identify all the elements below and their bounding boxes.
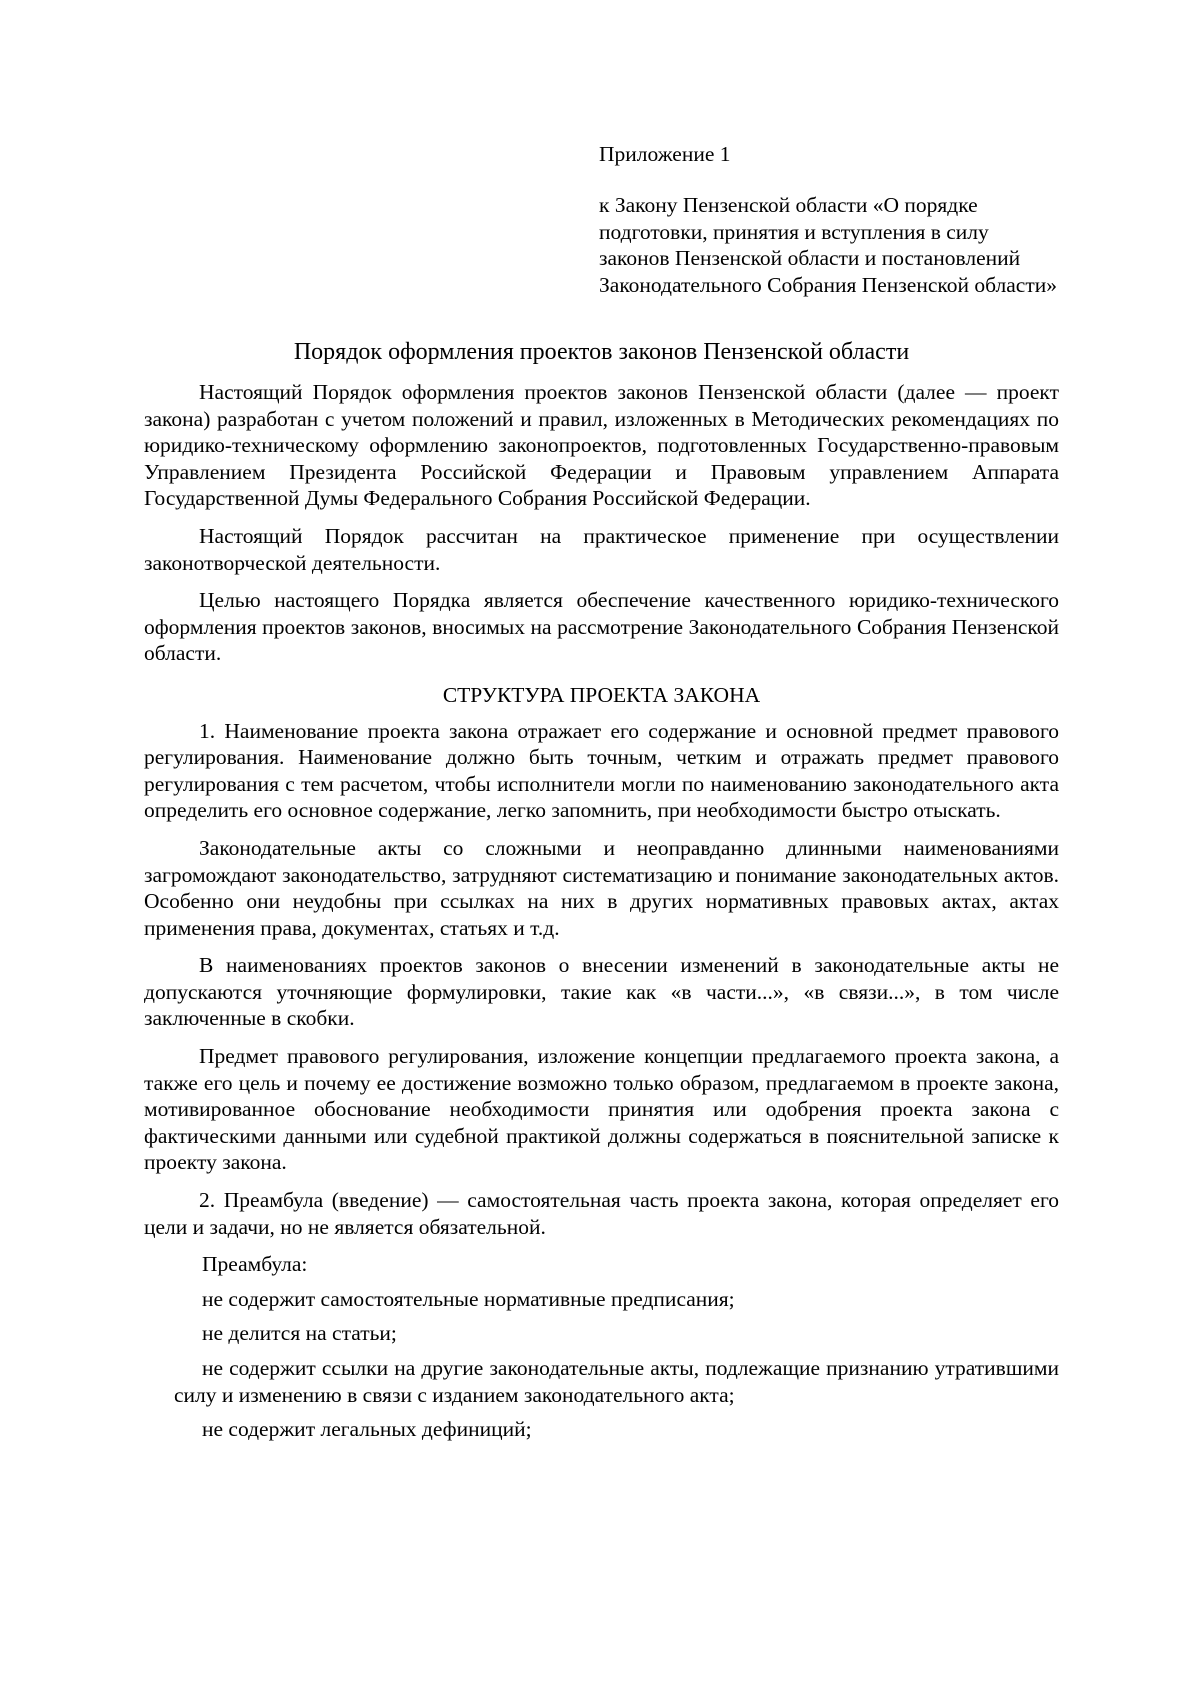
preamble-item: не делится на статьи; <box>202 1321 397 1346</box>
section-paragraph: Предмет правового регулирования, изложение концепции предлагаемого проекта закона, а также его цель и почему ее достижение возможно только образом, предлагаемом в проекте закона, мотивированное обоснование необходимости принятия или одобрения проекта закона с фактическими данными или судебной практикой должны содержаться в пояснительной записке к проекту закона. <box>144 1044 1059 1175</box>
document-body <box>144 379 1059 1451</box>
preamble-label: Преамбула: <box>202 1252 308 1277</box>
intro-paragraph: Настоящий Порядок оформления проектов законов Пензенской области (далее — проект закона) разработан с учетом положений и правил, изложенных в Методических рекомендациях по юридико-техническому оформлению законопроектов, подготовленных Государственно-правовым Управлением Президента Российской Федерации и Правовым управлением Аппарата Государственной Думы Федерального Собрания Российской Федерации. <box>144 380 1059 511</box>
appendix-number: Приложение 1 <box>599 142 731 166</box>
section-paragraph: 1. Наименование проекта закона отражает его содержание и основной предмет правового регулирования. Наименование должно быть точным, четким и отражать предмет правового регулирования с тем расчетом, чтобы исполнители могли по наименованию законодательного акта определить его основное содержание, легко запомнить, при необходимости быстро отыскать. <box>144 718 1059 823</box>
section-paragraph: 2. Преамбула (введение) — самостоятельная часть проекта закона, которая определяет его цели и задачи, но не является обязательной. <box>144 1188 1059 1239</box>
intro-paragraph: Настоящий Порядок рассчитан на практическое применение при осуществлении законотворческой деятельности. <box>144 523 1059 575</box>
preamble-item: не содержит легальных дефиниций; <box>202 1417 532 1442</box>
preamble-item: не содержит ссылки на другие законодательные акты, подлежащие признанию утратившими силу и изменению в связи с изданием законодательного акта; <box>174 1356 1059 1407</box>
appendix-reference: к Закону Пензенской области «О порядке подготовки, принятия и вступления в силу законов Пензенской области и постановлений Законодательного Собрания Пензенской области» <box>599 193 1057 297</box>
section-paragraph: В наименованиях проектов законов о внесении изменений в законодательные акты не допускаются уточняющие формулировки, такие как «в части...», «в связи...», в том числе заключенные в скобки. <box>144 953 1059 1031</box>
intro-paragraph: Целью настоящего Порядка является обеспечение качественного юридико-технического оформления проектов законов, вносимых на рассмотрение Законодательного Собрания Пензенской области. <box>144 588 1059 666</box>
document-title: Порядок оформления проектов законов Пензенской области <box>293 339 910 365</box>
section-paragraph: Законодательные акты со сложными и неоправданно длинными наименованиями загромождают законодательство, затрудняют систематизацию и понимание законодательных актов. Особенно они неудобны при ссылках на них в других нормативных правовых актах, актах применения права, документах, статьях и т.д. <box>144 835 1059 940</box>
section-heading: СТРУКТУРА ПРОЕКТА ЗАКОНА <box>442 682 761 707</box>
preamble-item: не содержит самостоятельные нормативные предписания; <box>202 1286 735 1311</box>
